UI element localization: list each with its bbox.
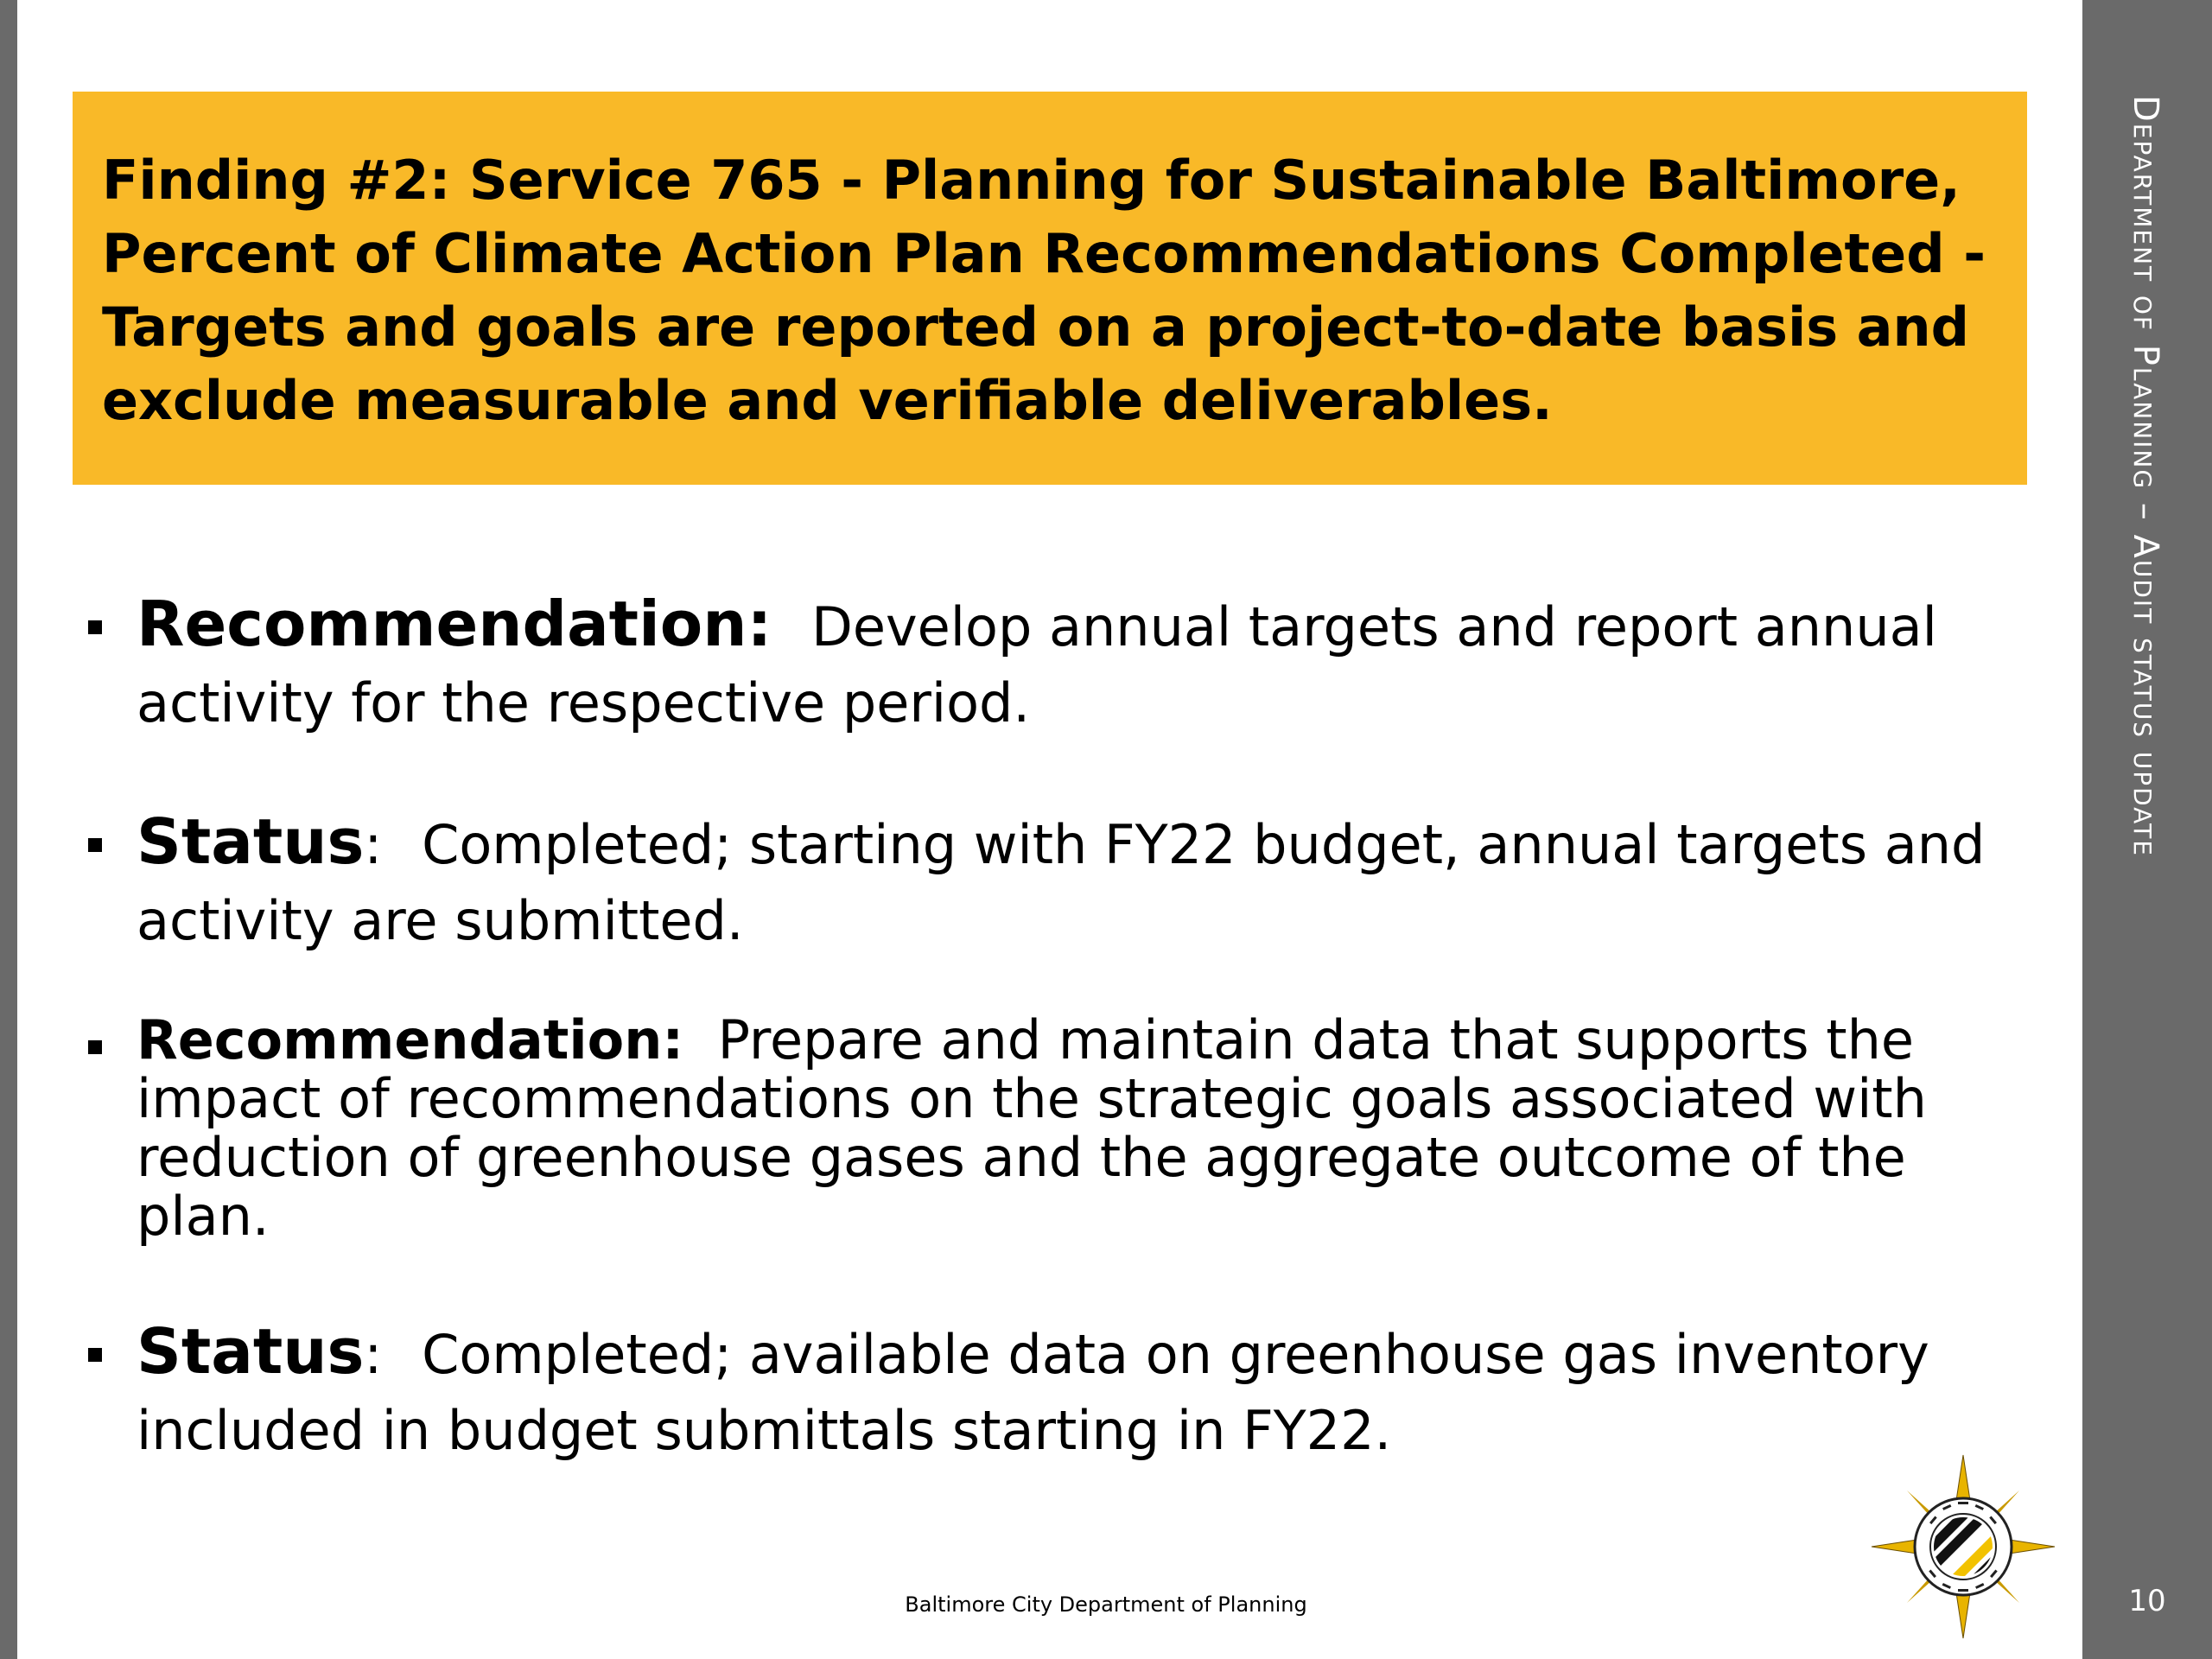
status-label: Status [137, 805, 365, 878]
recommendation-text: Prepare and maintain data that supports the impact of recommendations on the strategic goals associated with reduction of greenhouse gases and the aggregate outcome of the plan. [137, 1008, 1927, 1248]
list-item [83, 805, 2018, 957]
footer-text: Baltimore City Department of Planning [905, 1592, 1307, 1617]
bullet-marker [88, 838, 102, 852]
recommendation-label: Recommendation: [137, 588, 772, 660]
status-separator: : [364, 813, 383, 876]
left-edge-rule [0, 0, 17, 1659]
bullet-marker [88, 620, 102, 634]
status-label: Status [137, 1315, 365, 1388]
bullet-marker [88, 1348, 102, 1362]
compass-star-icon [1868, 1452, 2058, 1642]
list-item [83, 588, 2018, 740]
list-item [83, 1008, 2018, 1248]
finding-text: Finding #2: Service 765 - Planning for Sustainable Baltimore, Percent of Climate Action Plan Recommendations Completed - Targets and goals are reported on a project-to-date basis and exclude measurable and verifiable deliverables. [102, 149, 1986, 432]
recommendation-label: Recommendation: [137, 1008, 684, 1071]
status-text: Completed; available data on greenhouse gas inventory included in budget submittals starting in FY22. [137, 1323, 1929, 1462]
status-separator: : [364, 1323, 383, 1386]
bullet-list [83, 588, 2018, 1467]
finding-banner [73, 92, 2027, 485]
recommendation-text: Develop annual targets and report annual activity for the respective period. [137, 595, 1937, 734]
status-text: Completed; starting with FY22 budget, annual targets and activity are submitted. [137, 813, 1986, 952]
page-number: 10 [2128, 1584, 2166, 1618]
list-item [83, 1315, 2018, 1467]
side-title: Department of Planning – Audit status update [2126, 95, 2165, 857]
bullet-marker [88, 1040, 102, 1054]
city-seal-logo [1868, 1452, 2058, 1642]
